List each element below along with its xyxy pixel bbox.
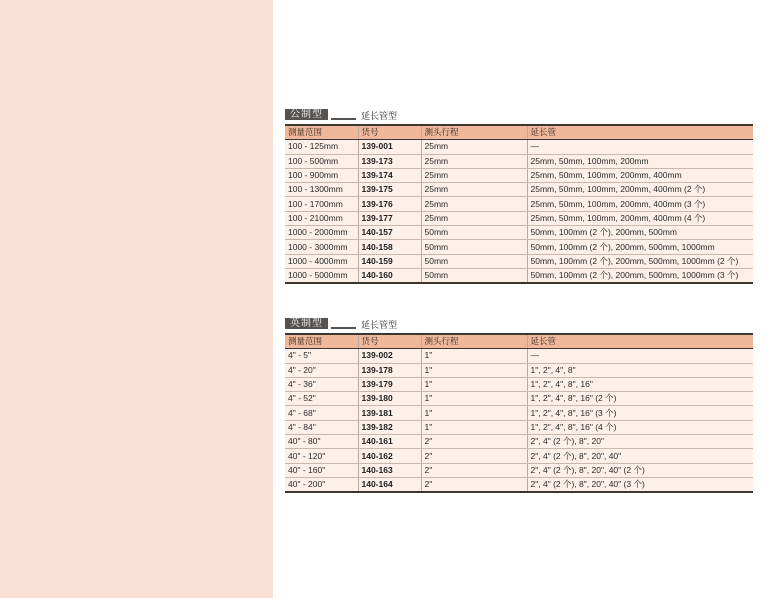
range-cell: 40" - 200" xyxy=(285,477,358,492)
section-badge: 英制型 xyxy=(285,318,328,329)
extension-rods-cell: 25mm, 50mm, 100mm, 200mm, 400mm (2 个) xyxy=(527,183,753,197)
section-heading xyxy=(285,109,753,124)
range-cell: 40" - 80" xyxy=(285,435,358,449)
table-row xyxy=(285,406,753,420)
extension-rods-cell: 25mm, 50mm, 100mm, 200mm, 400mm (3 个) xyxy=(527,197,753,211)
imperial-section xyxy=(285,318,753,493)
table-header-row xyxy=(285,125,753,140)
range-cell: 40" - 160" xyxy=(285,463,358,477)
table-row xyxy=(285,168,753,182)
extension-rods-cell: 2", 4" (2 个), 8", 20", 40" (2 个) xyxy=(527,463,753,477)
stroke-cell: 1" xyxy=(421,363,527,377)
stroke-cell: 1" xyxy=(421,392,527,406)
header-extension-rods: 延长管 xyxy=(527,125,753,140)
extension-rods-cell: 1", 2", 4", 8", 16" (4 个) xyxy=(527,420,753,434)
range-cell: 40" - 120" xyxy=(285,449,358,463)
range-cell: 4" - 36" xyxy=(285,377,358,391)
range-cell: 4" - 5" xyxy=(285,349,358,363)
part-number-cell: 139-179 xyxy=(358,377,421,391)
section-subtitle: 延长管型 xyxy=(361,320,398,330)
stroke-cell: 25mm xyxy=(421,154,527,168)
extension-rods-cell: 50mm, 100mm (2 个), 200mm, 500mm, 1000mm (3 个) xyxy=(527,268,753,283)
stroke-cell: 25mm xyxy=(421,211,527,225)
metric-spec-table xyxy=(285,124,753,284)
extension-rods-cell: 1", 2", 4", 8" xyxy=(527,363,753,377)
table-row xyxy=(285,463,753,477)
table-row xyxy=(285,363,753,377)
stroke-cell: 25mm xyxy=(421,140,527,154)
part-number-cell: 140-164 xyxy=(358,477,421,492)
imperial-spec-table xyxy=(285,333,753,493)
part-number-cell: 140-158 xyxy=(358,240,421,254)
range-cell: 1000 - 5000mm xyxy=(285,268,358,283)
header-part-number: 货号 xyxy=(358,125,421,140)
extension-rods-cell: 2", 4" (2 个), 8", 20" xyxy=(527,435,753,449)
extension-rods-cell: 2", 4" (2 个), 8", 20", 40" xyxy=(527,449,753,463)
stroke-cell: 2" xyxy=(421,435,527,449)
header-range: 测量范围 xyxy=(285,334,358,349)
table-row xyxy=(285,377,753,391)
part-number-cell: 139-173 xyxy=(358,154,421,168)
extension-rods-cell: 25mm, 50mm, 100mm, 200mm, 400mm xyxy=(527,168,753,182)
left-margin-panel xyxy=(0,0,273,598)
stroke-cell: 1" xyxy=(421,406,527,420)
table-row xyxy=(285,154,753,168)
range-cell: 4" - 52" xyxy=(285,392,358,406)
stroke-cell: 2" xyxy=(421,463,527,477)
badge-underline xyxy=(331,327,356,329)
part-number-cell: 139-001 xyxy=(358,140,421,154)
stroke-cell: 1" xyxy=(421,420,527,434)
part-number-cell: 139-176 xyxy=(358,197,421,211)
table-row xyxy=(285,392,753,406)
table-header-row xyxy=(285,334,753,349)
table-row xyxy=(285,268,753,283)
part-number-cell: 139-177 xyxy=(358,211,421,225)
table-row xyxy=(285,226,753,240)
range-cell: 100 - 2100mm xyxy=(285,211,358,225)
section-subtitle: 延长管型 xyxy=(361,111,398,121)
extension-rods-cell: 50mm, 100mm (2 个), 200mm, 500mm xyxy=(527,226,753,240)
table-row xyxy=(285,254,753,268)
part-number-cell: 140-161 xyxy=(358,435,421,449)
stroke-cell: 50mm xyxy=(421,254,527,268)
range-cell: 1000 - 2000mm xyxy=(285,226,358,240)
range-cell: 4" - 84" xyxy=(285,420,358,434)
table-row xyxy=(285,349,753,363)
range-cell: 100 - 900mm xyxy=(285,168,358,182)
extension-rods-cell: — xyxy=(527,140,753,154)
range-cell: 100 - 1300mm xyxy=(285,183,358,197)
stroke-cell: 25mm xyxy=(421,168,527,182)
table-row xyxy=(285,183,753,197)
part-number-cell: 139-180 xyxy=(358,392,421,406)
metric-section xyxy=(285,109,753,284)
stroke-cell: 50mm xyxy=(421,226,527,240)
extension-rods-cell: 1", 2", 4", 8", 16" (2 个) xyxy=(527,392,753,406)
stroke-cell: 25mm xyxy=(421,197,527,211)
extension-rods-cell: — xyxy=(527,349,753,363)
extension-rods-cell: 1", 2", 4", 8", 16" (3 个) xyxy=(527,406,753,420)
stroke-cell: 1" xyxy=(421,349,527,363)
range-cell: 100 - 500mm xyxy=(285,154,358,168)
extension-rods-cell: 25mm, 50mm, 100mm, 200mm, 400mm (4 个) xyxy=(527,211,753,225)
range-cell: 1000 - 4000mm xyxy=(285,254,358,268)
stroke-cell: 50mm xyxy=(421,240,527,254)
part-number-cell: 139-178 xyxy=(358,363,421,377)
stroke-cell: 25mm xyxy=(421,183,527,197)
header-stroke: 测头行程 xyxy=(421,334,527,349)
part-number-cell: 139-182 xyxy=(358,420,421,434)
table-row xyxy=(285,477,753,492)
range-cell: 100 - 125mm xyxy=(285,140,358,154)
part-number-cell: 140-160 xyxy=(358,268,421,283)
part-number-cell: 139-174 xyxy=(358,168,421,182)
part-number-cell: 140-162 xyxy=(358,449,421,463)
table-row xyxy=(285,420,753,434)
table-row xyxy=(285,211,753,225)
extension-rods-cell: 50mm, 100mm (2 个), 200mm, 500mm, 1000mm (2 个) xyxy=(527,254,753,268)
badge-underline xyxy=(331,118,356,120)
header-extension-rods: 延长管 xyxy=(527,334,753,349)
part-number-cell: 140-159 xyxy=(358,254,421,268)
extension-rods-cell: 1", 2", 4", 8", 16" xyxy=(527,377,753,391)
header-range: 测量范围 xyxy=(285,125,358,140)
part-number-cell: 139-175 xyxy=(358,183,421,197)
range-cell: 4" - 20" xyxy=(285,363,358,377)
table-row xyxy=(285,197,753,211)
stroke-cell: 2" xyxy=(421,449,527,463)
extension-rods-cell: 50mm, 100mm (2 个), 200mm, 500mm, 1000mm xyxy=(527,240,753,254)
table-row xyxy=(285,240,753,254)
section-badge: 公制型 xyxy=(285,109,328,120)
header-part-number: 货号 xyxy=(358,334,421,349)
part-number-cell: 140-157 xyxy=(358,226,421,240)
table-row xyxy=(285,140,753,154)
extension-rods-cell: 2", 4" (2 个), 8", 20", 40" (3 个) xyxy=(527,477,753,492)
header-stroke: 测头行程 xyxy=(421,125,527,140)
stroke-cell: 50mm xyxy=(421,268,527,283)
part-number-cell: 139-002 xyxy=(358,349,421,363)
range-cell: 100 - 1700mm xyxy=(285,197,358,211)
stroke-cell: 1" xyxy=(421,377,527,391)
part-number-cell: 140-163 xyxy=(358,463,421,477)
range-cell: 4" - 68" xyxy=(285,406,358,420)
table-row xyxy=(285,449,753,463)
section-heading xyxy=(285,318,753,333)
stroke-cell: 2" xyxy=(421,477,527,492)
extension-rods-cell: 25mm, 50mm, 100mm, 200mm xyxy=(527,154,753,168)
table-row xyxy=(285,435,753,449)
range-cell: 1000 - 3000mm xyxy=(285,240,358,254)
part-number-cell: 139-181 xyxy=(358,406,421,420)
